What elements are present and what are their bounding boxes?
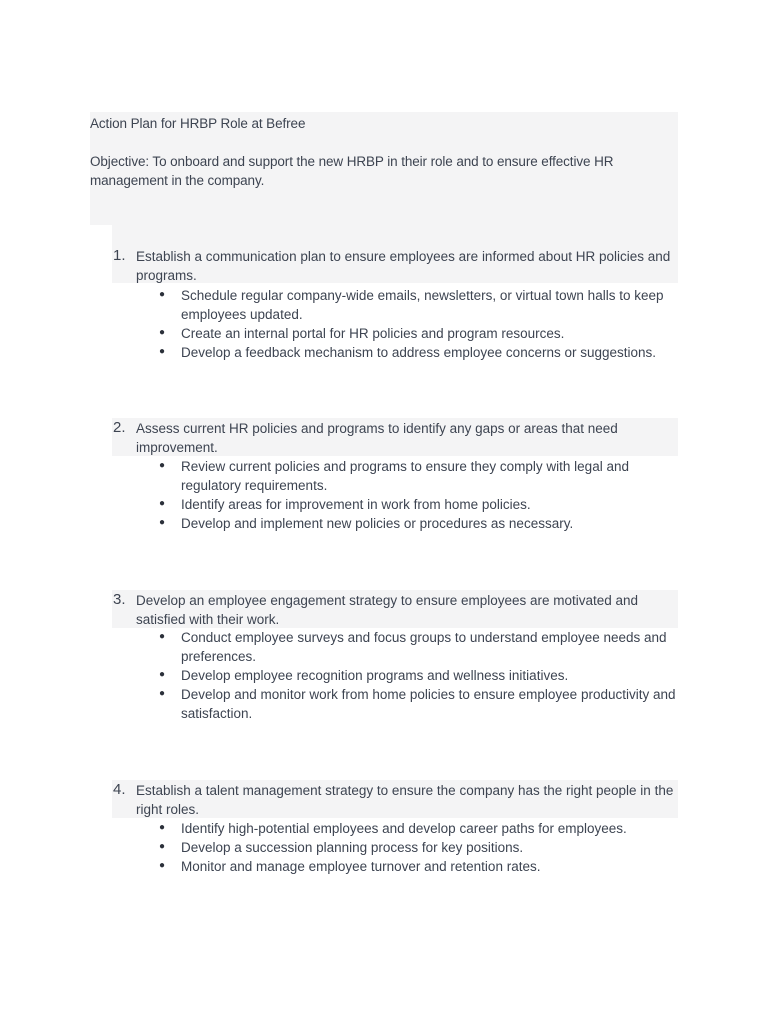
bullet-item: Develop a feedback mechanism to address employee concerns or suggestions. bbox=[181, 345, 657, 360]
bullet-icon: ● bbox=[159, 346, 166, 357]
section-heading: Assess current HR policies and programs to identify any gaps or areas that need improvement. bbox=[136, 421, 618, 455]
bullet-icon: ● bbox=[159, 460, 166, 471]
bullet-item: Review current policies and programs to ensure they comply with legal and regulatory requirements. bbox=[181, 459, 629, 493]
bullet-icon: ● bbox=[159, 860, 166, 871]
bullet-item: Identify areas for improvement in work from home policies. bbox=[181, 497, 531, 512]
bullet-item: Monitor and manage employee turnover and retention rates. bbox=[181, 859, 541, 874]
bullet-icon: ● bbox=[159, 631, 166, 642]
bullet-icon: ● bbox=[159, 517, 166, 528]
bullet-icon: ● bbox=[159, 841, 166, 852]
bullet-item: Schedule regular company-wide emails, newsletters, or virtual town halls to keep employees updated. bbox=[181, 288, 664, 322]
section-heading: Establish a communication plan to ensure employees are informed about HR policies and programs. bbox=[136, 249, 671, 283]
bullet-icon: ● bbox=[159, 289, 166, 300]
bullet-item: Conduct employee surveys and focus groups to understand employee needs and preferences. bbox=[181, 630, 667, 664]
section-number: 3. bbox=[113, 591, 126, 608]
bullet-item: Develop employee recognition programs and wellness initiatives. bbox=[181, 668, 569, 683]
bullet-item: Develop a succession planning process for key positions. bbox=[181, 840, 524, 855]
bullet-icon: ● bbox=[159, 327, 166, 338]
bullet-icon: ● bbox=[159, 688, 166, 699]
section-number: 2. bbox=[113, 419, 126, 436]
bullet-icon: ● bbox=[159, 669, 166, 680]
section-heading: Establish a talent management strategy to ensure the company has the right people in the right roles. bbox=[136, 783, 674, 817]
section-heading: Develop an employee engagement strategy to ensure employees are motivated and satisfied with their work. bbox=[136, 593, 639, 627]
bullet-icon: ● bbox=[159, 822, 166, 833]
section-number: 1. bbox=[113, 247, 126, 264]
bullet-item: Create an internal portal for HR policies and program resources. bbox=[181, 326, 565, 341]
bullet-icon: ● bbox=[159, 498, 166, 509]
section-number: 4. bbox=[113, 781, 126, 798]
bullet-item: Develop and implement new policies or procedures as necessary. bbox=[181, 516, 574, 531]
document-title: Action Plan for HRBP Role at Befree bbox=[90, 116, 306, 131]
bullet-item: Develop and monitor work from home policies to ensure employee productivity and satisfaction. bbox=[181, 687, 676, 721]
bullet-item: Identify high-potential employees and develop career paths for employees. bbox=[181, 821, 627, 836]
objective-paragraph: Objective: To onboard and support the new HRBP in their role and to ensure effective HR management in the company. bbox=[90, 154, 614, 188]
